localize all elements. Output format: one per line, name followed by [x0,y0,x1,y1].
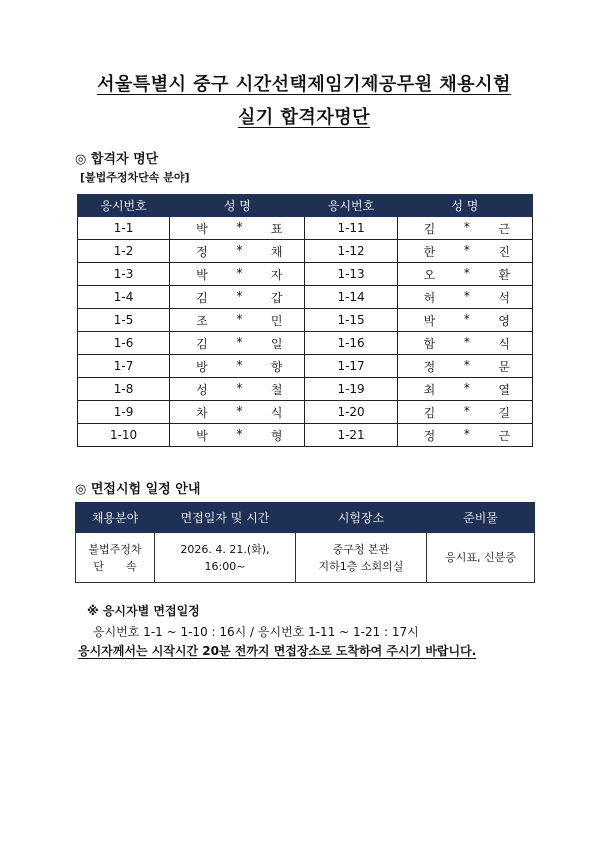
name-mask: * [463,357,470,372]
name-char: 방 [196,359,208,374]
name-cell [170,286,305,309]
schedule-note: 응시번호 1-1 ~ 1-10 : 16시 / 응시번호 1-11 ~ 1-21 : 17시 [93,625,419,639]
name-char: 한 [423,244,436,259]
passers-heading: ◎ 합격자 명단 [75,152,159,167]
exam-number-cell: 1-19 [305,378,397,401]
header-field: 채용분야 [76,503,155,533]
name-mask: * [463,403,470,418]
name-mask: * [463,265,470,280]
name-char: 환 [498,267,510,282]
arrival-notice: 응시자께서는 시작시간 20분 전까지 면접장소로 도착하여 주시기 바랍니다. [78,644,477,658]
field-label: [불법주정차단속 분야] [80,171,190,184]
name-cell [170,240,305,263]
exam-number-cell: 1-10 [78,424,170,447]
name-cell [397,378,532,401]
name-mask: * [463,288,470,303]
name-char: 갑 [270,290,283,305]
header-items: 준비물 [427,503,535,533]
table-row [78,240,533,263]
name-char: 석 [498,290,510,305]
schedule-note-heading: ※ 응시자별 면접일정 [87,604,200,618]
name-char: 식 [270,405,283,420]
name-char: 박 [196,221,208,236]
name-cell [170,378,305,401]
name-cell [397,309,532,332]
name-cell [397,332,532,355]
name-char: 함 [423,336,436,351]
name-char: 성 [196,382,208,397]
name-char: 김 [423,221,436,236]
name-cell [170,217,305,240]
name-char: 허 [423,290,436,305]
exam-number-cell: 1-7 [78,355,170,378]
name-char: 표 [270,221,283,236]
exam-number-cell: 1-9 [78,401,170,424]
exam-number-cell: 1-3 [78,263,170,286]
table-row [78,424,533,447]
table-row [78,401,533,424]
name-cell [170,332,305,355]
document-subtitle: 실기 합격자명단 [238,107,370,128]
exam-number-cell: 1-20 [305,401,397,424]
table-row [78,332,533,355]
document-title: 서울특별시 중구 시간선택제임기제공무원 채용시험 [97,74,511,95]
name-mask: * [236,334,243,349]
exam-number-cell: 1-5 [78,309,170,332]
name-mask: * [236,426,243,441]
name-cell [397,240,532,263]
name-cell [397,263,532,286]
exam-number-cell: 1-16 [305,332,397,355]
table-row [78,286,533,309]
table-row [78,309,533,332]
name-char: 근 [498,221,510,236]
name-char: 정 [196,244,208,259]
name-mask: * [463,311,470,326]
header-datetime: 면접일자 및 시간 [155,503,296,533]
name-char: 정 [423,428,436,443]
name-char: 박 [196,428,208,443]
name-cell [397,424,532,447]
name-mask: * [236,403,243,418]
exam-number-cell: 1-4 [78,286,170,309]
name-mask: * [236,265,243,280]
table-row [78,217,533,240]
interview-heading: ◎ 면접시험 일정 안내 [75,482,201,497]
name-mask: * [463,242,470,257]
name-char: 정 [423,359,436,374]
cell-datetime: 2026. 4. 21.(화), 16:00~ [155,533,296,583]
name-char: 향 [270,359,283,374]
name-char: 채 [270,244,283,259]
name-mask: * [463,426,470,441]
cell-place: 중구청 본관 지하1층 소회의실 [296,533,427,583]
header-exam-number: 응시번호 [305,195,397,217]
name-cell [397,217,532,240]
name-char: 차 [196,405,208,420]
name-mask: * [236,380,243,395]
interview-table [75,502,535,583]
cell-items: 응시표, 신분증 [427,533,535,583]
header-exam-number: 응시번호 [78,195,170,217]
name-char: 영 [498,313,510,328]
name-char: 민 [270,313,283,328]
name-mask: * [463,219,470,234]
exam-number-cell: 1-11 [305,217,397,240]
name-char: 최 [423,382,436,397]
name-cell [170,263,305,286]
name-cell [170,309,305,332]
exam-number-cell: 1-13 [305,263,397,286]
name-mask: * [236,242,243,257]
name-cell [397,355,532,378]
exam-number-cell: 1-1 [78,217,170,240]
name-mask: * [236,311,243,326]
exam-number-cell: 1-6 [78,332,170,355]
exam-number-cell: 1-17 [305,355,397,378]
name-char: 근 [498,428,510,443]
name-cell [170,401,305,424]
name-char: 열 [498,382,510,397]
header-place: 시험장소 [296,503,427,533]
name-char: 오 [423,267,436,282]
name-char: 김 [196,336,208,351]
exam-number-cell: 1-8 [78,378,170,401]
table-row [78,263,533,286]
name-char: 김 [196,290,208,305]
exam-number-cell: 1-2 [78,240,170,263]
name-mask: * [236,357,243,372]
exam-number-cell: 1-15 [305,309,397,332]
name-char: 진 [498,244,510,259]
name-cell [397,401,532,424]
name-char: 식 [498,336,510,351]
exam-number-cell: 1-12 [305,240,397,263]
name-char: 조 [196,313,208,328]
exam-number-cell: 1-21 [305,424,397,447]
name-char: 박 [196,267,208,282]
table-header-row [76,503,535,533]
name-cell [170,355,305,378]
name-char: 문 [498,359,510,374]
name-char: 형 [270,428,283,443]
name-mask: * [463,380,470,395]
header-name: 성 명 [397,195,532,217]
name-char: 철 [270,382,283,397]
name-char: 일 [270,336,283,351]
name-char: 길 [498,405,510,420]
name-char: 자 [270,267,283,282]
header-name: 성 명 [170,195,305,217]
table-row [78,355,533,378]
name-char: 김 [423,405,436,420]
name-cell [397,286,532,309]
table-row [78,378,533,401]
name-char: 박 [423,313,436,328]
table-row [76,533,535,583]
name-cell [170,424,305,447]
cell-field: 불법주정차 단 속 [76,533,155,583]
name-mask: * [463,334,470,349]
table-header-row [78,195,533,217]
name-mask: * [236,219,243,234]
exam-number-cell: 1-14 [305,286,397,309]
passers-table [77,194,533,447]
name-mask: * [236,288,243,303]
